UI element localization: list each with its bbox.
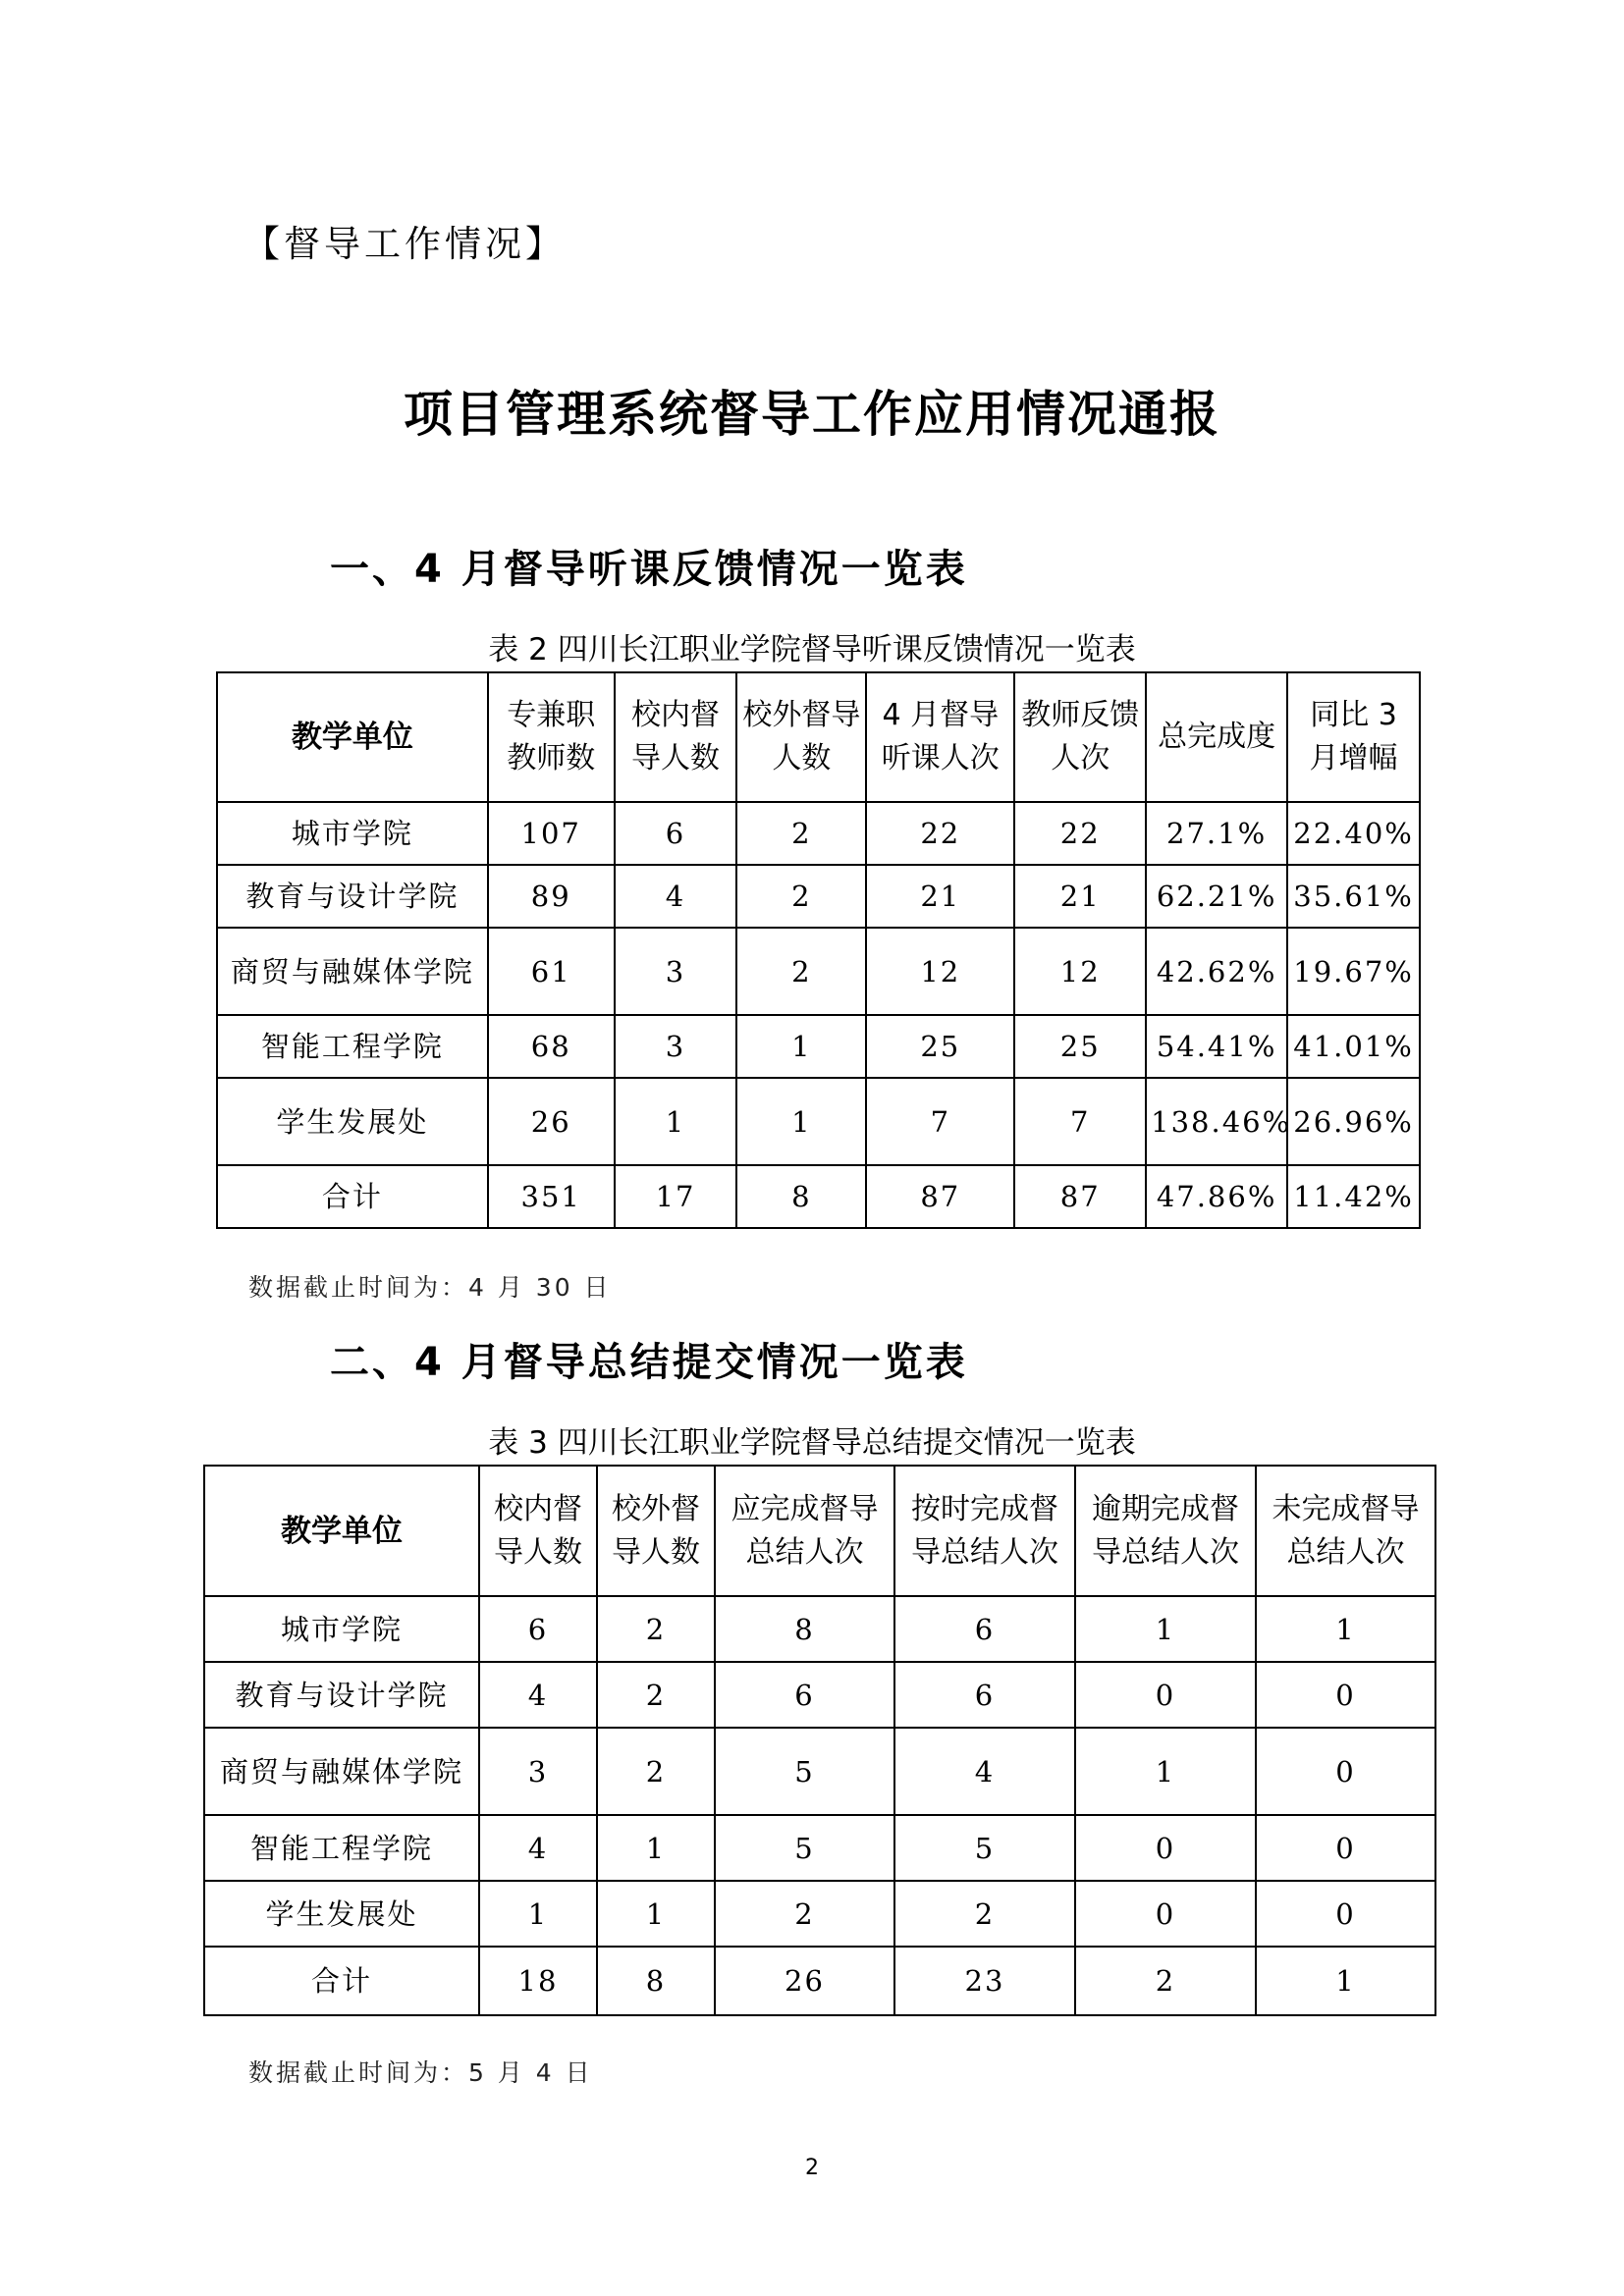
table2-unit-cell: 智能工程学院 — [217, 1015, 488, 1078]
table3-value-cell: 2 — [597, 1596, 715, 1662]
table2-value-cell: 54.41% — [1146, 1015, 1287, 1078]
table2-header: 教学单位 — [217, 672, 488, 802]
page-number: 2 — [805, 2156, 819, 2180]
table3-header: 按时完成督导总结人次 — [894, 1466, 1075, 1596]
table3-value-cell: 5 — [894, 1815, 1075, 1881]
table3-caption: 表 3 四川长江职业学院督导总结提交情况一览表 — [488, 1425, 1136, 1461]
table2-value-cell: 7 — [1014, 1078, 1146, 1165]
table3-value-cell: 2 — [894, 1881, 1075, 1947]
table2-unit-cell: 合计 — [217, 1165, 488, 1228]
table3-cutoff-note: 数据截止时间为：5 月 4 日 — [248, 2058, 593, 2087]
table3-value-cell: 6 — [894, 1596, 1075, 1662]
table3-row — [204, 1881, 1435, 1947]
table2-value-cell: 42.62% — [1146, 928, 1287, 1015]
table3-value-cell: 1 — [597, 1815, 715, 1881]
table3-value-cell: 0 — [1075, 1662, 1256, 1728]
table3-value-cell: 18 — [479, 1947, 597, 2015]
table2-value-cell: 47.86% — [1146, 1165, 1287, 1228]
table2-value-cell: 89 — [488, 865, 615, 928]
table2-total-row — [217, 1165, 1420, 1228]
table3-unit-cell: 学生发展处 — [204, 1881, 479, 1947]
table2-value-cell: 107 — [488, 802, 615, 865]
table3-value-cell: 2 — [715, 1881, 894, 1947]
table3-value-cell: 0 — [1256, 1815, 1435, 1881]
table3-row — [204, 1728, 1435, 1815]
table2-value-cell: 25 — [1014, 1015, 1146, 1078]
table2-value-cell: 8 — [736, 1165, 866, 1228]
table2-unit-cell: 商贸与融媒体学院 — [217, 928, 488, 1015]
table3-value-cell: 0 — [1075, 1815, 1256, 1881]
table2-value-cell: 7 — [866, 1078, 1014, 1165]
table2-cutoff-note: 数据截止时间为：4 月 30 日 — [248, 1273, 612, 1302]
table2-value-cell: 87 — [866, 1165, 1014, 1228]
table3-value-cell: 1 — [479, 1881, 597, 1947]
table2-value-cell: 2 — [736, 928, 866, 1015]
table3-value-cell: 0 — [1256, 1662, 1435, 1728]
table2-value-cell: 21 — [1014, 865, 1146, 928]
table2-value-cell: 41.01% — [1287, 1015, 1420, 1078]
table3-row — [204, 1596, 1435, 1662]
table2-value-cell: 1 — [615, 1078, 737, 1165]
section1-heading: 一、4 月督导听课反馈情况一览表 — [330, 547, 968, 592]
table2-value-cell: 6 — [615, 802, 737, 865]
table2-row — [217, 802, 1420, 865]
table3-row — [204, 1815, 1435, 1881]
table2-value-cell: 4 — [615, 865, 737, 928]
table3-header-row — [204, 1466, 1435, 1596]
table2-header-row — [217, 672, 1420, 802]
table2-row — [217, 865, 1420, 928]
table2-value-cell: 2 — [736, 865, 866, 928]
table2-value-cell: 87 — [1014, 1165, 1146, 1228]
table3-header: 未完成督导总结人次 — [1256, 1466, 1435, 1596]
table2-caption: 表 2 四川长江职业学院督导听课反馈情况一览表 — [488, 632, 1136, 667]
table3-value-cell: 2 — [1075, 1947, 1256, 2015]
table2-unit-cell: 学生发展处 — [217, 1078, 488, 1165]
table3-value-cell: 8 — [597, 1947, 715, 2015]
table2-header: 总完成度 — [1146, 672, 1287, 802]
table3-value-cell: 1 — [1256, 1947, 1435, 2015]
table3-value-cell: 5 — [715, 1815, 894, 1881]
table2-row — [217, 1015, 1420, 1078]
table2-value-cell: 21 — [866, 865, 1014, 928]
table3-header: 应完成督导总结人次 — [715, 1466, 894, 1596]
table2-value-cell: 68 — [488, 1015, 615, 1078]
section2-heading: 二、4 月督导总结提交情况一览表 — [330, 1340, 968, 1385]
table3-unit-cell: 智能工程学院 — [204, 1815, 479, 1881]
table2-value-cell: 62.21% — [1146, 865, 1287, 928]
table2-header: 同比 3 月增幅 — [1287, 672, 1420, 802]
table2-value-cell: 3 — [615, 928, 737, 1015]
table3-row — [204, 1662, 1435, 1728]
table2-value-cell: 22 — [1014, 802, 1146, 865]
table2-value-cell: 138.46% — [1146, 1078, 1287, 1165]
table3-header: 教学单位 — [204, 1466, 479, 1596]
table3-value-cell: 1 — [1075, 1596, 1256, 1662]
table3-value-cell: 2 — [597, 1728, 715, 1815]
table2-value-cell: 351 — [488, 1165, 615, 1228]
section-tag: 【督导工作情况】 — [244, 223, 566, 265]
table3-total-row — [204, 1947, 1435, 2015]
table2-value-cell: 26.96% — [1287, 1078, 1420, 1165]
table3-header: 校外督导人数 — [597, 1466, 715, 1596]
table2-value-cell: 22.40% — [1287, 802, 1420, 865]
table3-header: 逾期完成督导总结人次 — [1075, 1466, 1256, 1596]
table2-value-cell: 1 — [736, 1015, 866, 1078]
table2-value-cell: 19.67% — [1287, 928, 1420, 1015]
table2-value-cell: 2 — [736, 802, 866, 865]
table2-value-cell: 12 — [866, 928, 1014, 1015]
listening-feedback-table — [216, 671, 1421, 1229]
table3-value-cell: 2 — [597, 1662, 715, 1728]
table3-header: 校内督导人数 — [479, 1466, 597, 1596]
table2-header: 校内督导人数 — [615, 672, 737, 802]
table3-value-cell: 4 — [894, 1728, 1075, 1815]
table3-value-cell: 4 — [479, 1815, 597, 1881]
table2-value-cell: 1 — [736, 1078, 866, 1165]
table2-row — [217, 1078, 1420, 1165]
table3-unit-cell: 商贸与融媒体学院 — [204, 1728, 479, 1815]
table2-value-cell: 12 — [1014, 928, 1146, 1015]
table3-value-cell: 6 — [894, 1662, 1075, 1728]
table3-value-cell: 0 — [1256, 1728, 1435, 1815]
table3-value-cell: 6 — [715, 1662, 894, 1728]
table3-value-cell: 1 — [1075, 1728, 1256, 1815]
table3-value-cell: 6 — [479, 1596, 597, 1662]
table3-value-cell: 5 — [715, 1728, 894, 1815]
table2-header: 专兼职教师数 — [488, 672, 615, 802]
table2-value-cell: 22 — [866, 802, 1014, 865]
table2-row — [217, 928, 1420, 1015]
table2-header: 校外督导人数 — [736, 672, 866, 802]
table2-header: 4 月督导听课人次 — [866, 672, 1014, 802]
table3-value-cell: 1 — [597, 1881, 715, 1947]
table2-value-cell: 27.1% — [1146, 802, 1287, 865]
table3-value-cell: 26 — [715, 1947, 894, 2015]
table2-value-cell: 17 — [615, 1165, 737, 1228]
table2-unit-cell: 城市学院 — [217, 802, 488, 865]
table3-value-cell: 23 — [894, 1947, 1075, 2015]
table2-value-cell: 26 — [488, 1078, 615, 1165]
table3-value-cell: 0 — [1256, 1881, 1435, 1947]
table2-value-cell: 35.61% — [1287, 865, 1420, 928]
table3-unit-cell: 教育与设计学院 — [204, 1662, 479, 1728]
table2-value-cell: 25 — [866, 1015, 1014, 1078]
table2-value-cell: 61 — [488, 928, 615, 1015]
table3-value-cell: 4 — [479, 1662, 597, 1728]
table2-value-cell: 11.42% — [1287, 1165, 1420, 1228]
table2-value-cell: 3 — [615, 1015, 737, 1078]
table3-unit-cell: 城市学院 — [204, 1596, 479, 1662]
table2-header: 教师反馈人次 — [1014, 672, 1146, 802]
table3-value-cell: 1 — [1256, 1596, 1435, 1662]
table3-value-cell: 3 — [479, 1728, 597, 1815]
document-title: 项目管理系统督导工作应用情况通报 — [404, 385, 1220, 443]
summary-submission-table — [203, 1465, 1436, 2016]
table2-unit-cell: 教育与设计学院 — [217, 865, 488, 928]
table3-value-cell: 8 — [715, 1596, 894, 1662]
table3-unit-cell: 合计 — [204, 1947, 479, 2015]
table3-value-cell: 0 — [1075, 1881, 1256, 1947]
